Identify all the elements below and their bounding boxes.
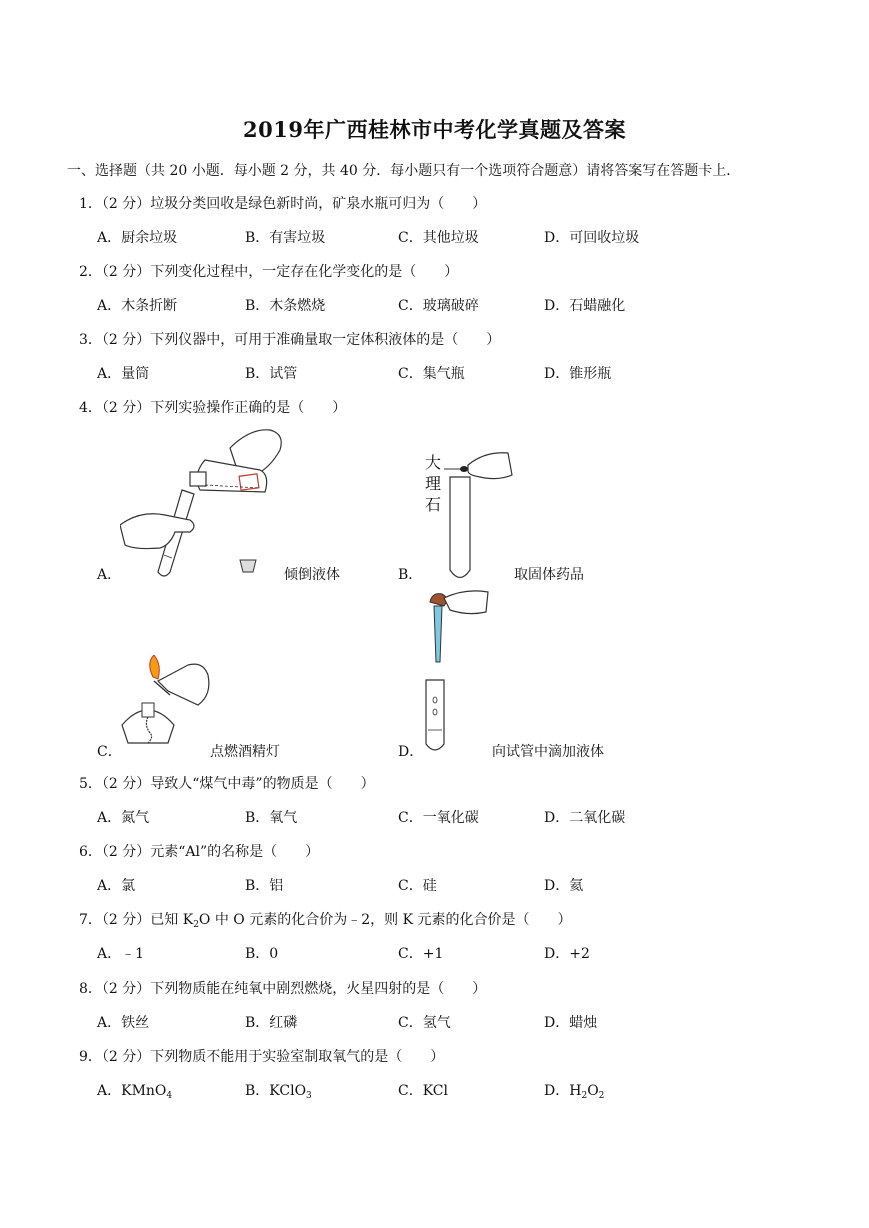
figure-a-caption: 倾倒液体 [284,567,340,583]
option-c: C．玻璃破碎 [398,298,479,314]
option-c: C．其他垃圾 [398,230,479,246]
figure-d-letter: D． [398,744,424,760]
marble-label: 大 理 石 [425,453,442,514]
option-b: B．氧气 [245,810,298,826]
question-4-stem: 4．（2 分）下列实验操作正确的是（ ） [79,400,347,416]
option-d: D．氦 [544,878,584,894]
question-5-stem: 5．（2 分）导致人“煤气中毒”的物质是（ ） [79,776,375,792]
option-c: C．硅 [398,878,437,894]
option-a: A．木条折断 [97,298,178,314]
option-d: D．+2 [544,946,590,962]
question-7-stem: 7．（2 分）已知 $K_2O$ 中 O 元素的化合价为﹣2，则 K 元素的化合价是（ ） [79,912,572,930]
question-9-stem: 9．（2 分）下列物质不能用于实验室制取氧气的是（ ） [79,1049,445,1065]
figure-d-caption: 向试管中滴加液体 [492,744,604,760]
option-d: D．二氧化碳 [544,810,626,826]
option-c: C．KCl [398,1083,448,1099]
alcohol-lamp-figure [118,655,218,753]
page-title: 2019年广西桂林市中考化学真题及答案 [243,117,626,142]
option-d: D．蜡烛 [544,1015,598,1031]
option-c: C．一氧化碳 [398,810,479,826]
option-a: A．铁丝 [97,1015,150,1031]
option-c: C．+1 [398,946,444,962]
option-b: B．木条燃烧 [245,298,326,314]
option-b: B．红磷 [245,1015,298,1031]
figure-c-letter: C． [97,744,122,760]
option-b: B．铝 [245,878,284,894]
option-c: C．集气瓶 [398,366,465,382]
option-a: A．﹣1 [97,946,145,962]
option-d: D．锥形瓶 [544,366,612,382]
option-b: B．有害垃圾 [245,230,326,246]
option-d: D．可回收垃圾 [544,230,640,246]
figure-c-caption: 点燃酒精灯 [210,744,280,760]
question-3-options [0,363,869,383]
question-7-options [0,943,869,963]
figure-a-letter: A． [97,567,122,583]
question-9-options [0,1080,869,1100]
option-a: A．氯 [97,878,136,894]
option-a: A．厨余垃圾 [97,230,178,246]
question-2-options [0,295,869,315]
option-b: B．0 [245,946,279,962]
option-d: D．石蜡融化 [544,298,626,314]
pouring-liquid-figure [120,420,290,580]
question-6-options [0,875,869,895]
option-a: A．氮气 [97,810,150,826]
question-8-options [0,1012,869,1032]
question-8-stem: 8．（2 分）下列物质能在纯氧中剧烈燃烧，火星四射的是（ ） [79,981,487,997]
question-1-stem: 1．（2 分）垃圾分类回收是绿色新时尚，矿泉水瓶可归为（ ） [79,196,487,212]
figure-b-letter: B． [398,567,423,583]
option-a: A．KMnO$_4$ [97,1083,173,1101]
option-d: D．$H_2O_2$ [544,1083,605,1101]
question-6-stem: 6．（2 分）元素“Al”的名称是（ ） [79,844,320,860]
option-b: B．试管 [245,366,298,382]
question-2-stem: 2．（2 分）下列变化过程中，一定存在化学变化的是（ ） [79,264,459,280]
solid-sampling-figure [440,445,520,580]
question-1-options [0,227,869,247]
dropper-figure [420,590,490,755]
option-a: A．量筒 [97,366,150,382]
section-header: 一、选择题（共 20 小题．每小题 2 分，共 40 分．每小题只有一个选项符合题意）请将答案写在答题卡上． [67,163,741,179]
figure-b-caption: 取固体药品 [514,567,584,583]
question-5-options [0,807,869,827]
option-c: C．氢气 [398,1015,451,1031]
question-3-stem: 3．（2 分）下列仪器中，可用于准确量取一定体积液体的是（ ） [79,332,501,348]
option-b: B．KClO$_3$ [245,1083,312,1101]
